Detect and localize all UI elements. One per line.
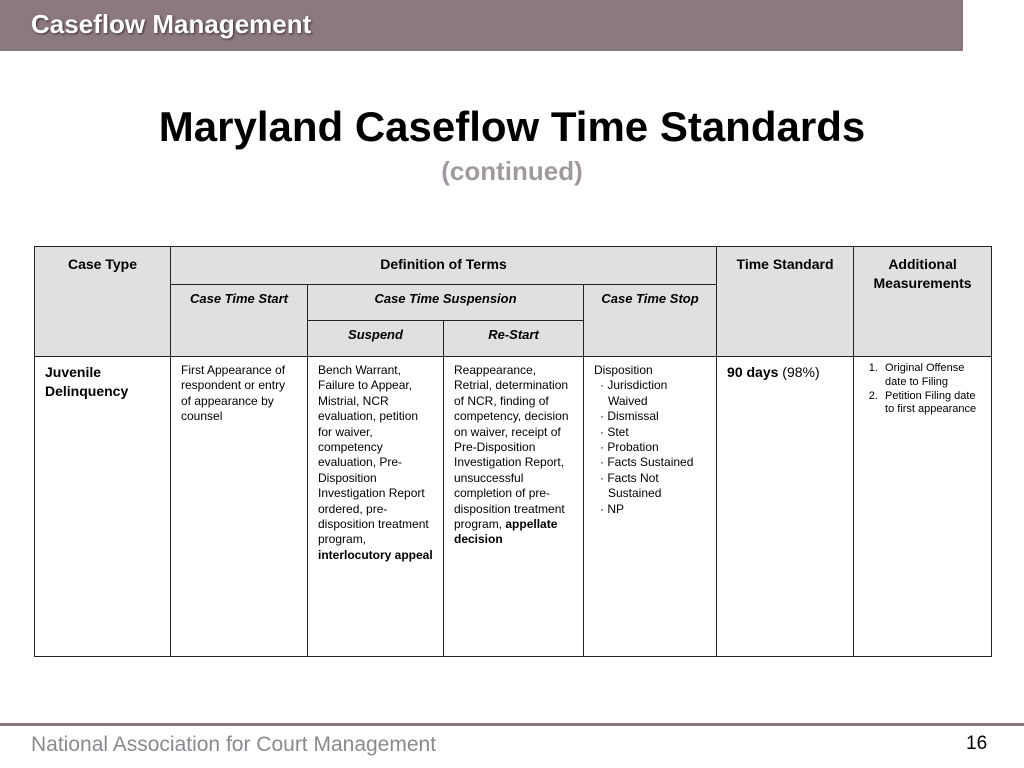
header-definition-of-terms: Definition of Terms (171, 247, 717, 285)
header-bar (0, 0, 963, 51)
header-case-time-stop: Case Time Stop (584, 285, 717, 357)
time-standard-value: 90 days (727, 364, 779, 380)
page-number: 16 (966, 733, 988, 754)
list-item: · Jurisdiction Waived (600, 378, 668, 408)
header-case-time-suspension: Case Time Suspension (308, 285, 584, 321)
list-item: · Probation (600, 440, 659, 455)
cell-restart (444, 357, 584, 657)
table-row (35, 357, 992, 657)
stop-list (594, 378, 707, 517)
stop-title: Disposition (594, 363, 653, 377)
restart-bold-text: appellate decision (454, 517, 558, 547)
page-title: Maryland Caseflow Time Standards (158, 103, 866, 150)
footer-organization: National Association for Court Management (31, 733, 437, 756)
header-additional-measurements-line1: Additional (888, 256, 957, 272)
list-item: · Facts Sustained (600, 455, 694, 470)
header-case-type: Case Type (35, 247, 171, 357)
list-item: 2. Petition Filing date to first appearance (881, 390, 985, 418)
header-additional-measurements-line2: Measurements (873, 275, 972, 291)
header-case-time-start: Case Time Start (171, 285, 308, 357)
suspend-text: Bench Warrant, Failure to Appear, Mistrial, NCR evaluation, petition for waiver, competency evaluation, Pre-Disposition Investigation Report ordered, pre-disposition treatment program, (318, 363, 429, 547)
header-title: Caseflow Management (31, 9, 312, 39)
list-item: · Stet (600, 424, 629, 439)
header-additional-measurements (854, 247, 992, 357)
cell-additional-measurements (854, 357, 992, 657)
page-subtitle: (continued) (441, 156, 583, 186)
footer-divider (0, 723, 1024, 726)
cell-suspend (308, 357, 444, 657)
list-item: · Facts Not Sustained (600, 470, 662, 501)
header-suspend: Suspend (308, 321, 444, 357)
cell-case-type (35, 357, 171, 657)
list-item: · Dismissal (600, 409, 659, 424)
time-standard-percent: (98%) (782, 364, 820, 380)
measurements-list (854, 357, 991, 417)
suspend-bold-text: interlocutory appeal (318, 547, 433, 562)
restart-text: Reappearance, Retrial, determination of NCR, finding of competency, decision on waiver, receipt of Pre-Disposition Investigation Report, unsuccessful completion of pre-disposition treatment program, (454, 363, 569, 532)
cell-case-time-start: First Appearance of respondent or entry of appearance by counsel (171, 357, 308, 657)
cell-time-standard (717, 357, 854, 657)
header-restart: Re-Start (444, 321, 584, 357)
time-standards-table (34, 246, 992, 657)
header-time-standard: Time Standard (717, 247, 854, 357)
cell-case-time-stop (584, 357, 717, 657)
list-item: 1. Original Offense date to Filing (881, 362, 985, 390)
case-type-line1: Juvenile (45, 364, 102, 380)
case-type-line2: Delinquency (45, 383, 129, 399)
list-item: · NP (600, 501, 624, 516)
